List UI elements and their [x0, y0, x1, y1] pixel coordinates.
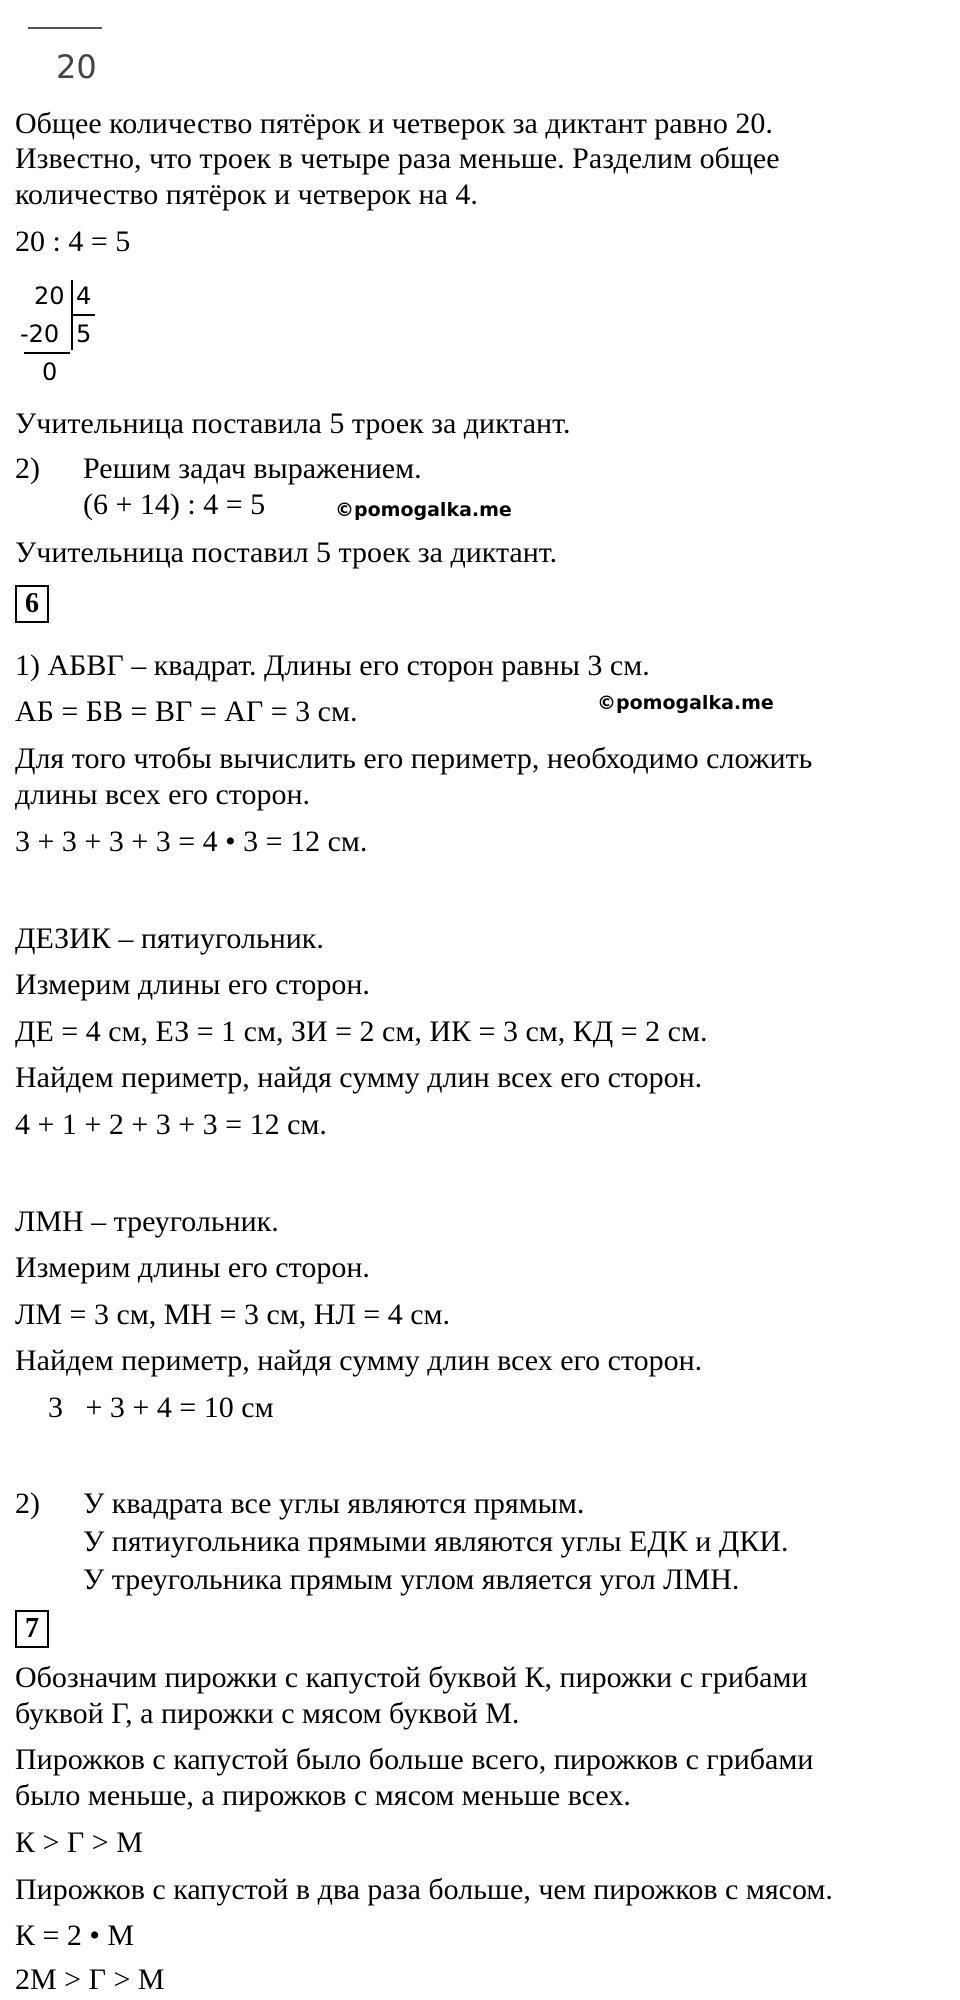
quotient: 5 — [76, 320, 92, 348]
divisor: 4 — [76, 282, 92, 310]
text-line: Учительница поставил 5 троек за диктант. — [15, 536, 558, 569]
subtrahend: -20 — [20, 320, 60, 348]
text-line: Пирожков с капустой было больше всего, пирожков с грибами — [15, 1743, 814, 1776]
watermark: ©pomogalka.me — [597, 692, 774, 714]
long-division — [20, 278, 110, 388]
text-line: количество пятёрок и четверок на 4. — [15, 178, 478, 211]
text-line: Решим задач выражением. — [83, 452, 422, 485]
inequality: 2М > Г > М — [15, 1963, 165, 1996]
remainder: 0 — [42, 358, 58, 386]
text-line: Для того чтобы вычислить его периметр, необходимо сложить — [15, 742, 813, 775]
list-number: 2) — [15, 1487, 40, 1520]
text-line: Пирожков с капустой в два раза больше, чем пирожков с мясом. — [15, 1873, 833, 1906]
text-line: Общее количество пятёрок и четверок за диктант равно 20. — [15, 107, 773, 140]
text-line: Измерим длины его сторон. — [15, 1251, 370, 1284]
expression: (6 + 14) : 4 = 5 — [83, 488, 266, 521]
equation: 4 + 1 + 2 + 3 + 3 = 12 см. — [15, 1108, 327, 1141]
equation: 3 + 3 + 3 + 3 = 4 • 3 = 12 см. — [15, 825, 368, 858]
dividend: 20 — [34, 282, 65, 310]
text-line: Найдем периметр, найдя сумму длин всех его сторон. — [15, 1061, 703, 1094]
text-line: Учительница поставила 5 троек за диктант. — [15, 407, 571, 440]
text-line: ЛМ = 3 см, МН = 3 см, НЛ = 4 см. — [15, 1298, 451, 1331]
text-line: Известно, что троек в четыре раза меньше. Разделим общее — [15, 142, 780, 175]
inequality: К > Г > М — [15, 1826, 143, 1859]
text-line: Обозначим пирожки с капустой буквой К, пирожки с грибами — [15, 1661, 808, 1694]
text-line: Найдем периметр, найдя сумму длин всех его сторон. — [15, 1344, 703, 1377]
equation: К = 2 • М — [15, 1919, 135, 1952]
text-line: буквой Г, а пирожки с мясом буквой М. — [15, 1697, 520, 1730]
text-line: У пятиугольника прямыми являются углы ЕДК и ДКИ. — [83, 1525, 789, 1558]
division-subtraction-line — [24, 352, 70, 354]
equation: 3 + 3 + 4 = 10 см — [48, 1391, 274, 1424]
division-divisor-underline — [71, 314, 95, 316]
text-line: Измерим длины его сторон. — [15, 968, 370, 1001]
text-line: было меньше, а пирожков с мясом меньше всех. — [15, 1779, 631, 1812]
task-number-box: 6 — [15, 585, 49, 623]
watermark: ©pomogalka.me — [335, 499, 512, 521]
task-number-box: 7 — [15, 1610, 49, 1648]
equation: 20 : 4 = 5 — [15, 225, 131, 258]
text-line: ДЕ = 4 см, ЕЗ = 1 см, ЗИ = 2 см, ИК = 3 см, КД = 2 см. — [15, 1015, 708, 1048]
list-number: 2) — [15, 452, 40, 485]
text-line: ДЕЗИК – пятиугольник. — [15, 922, 324, 955]
text-line: У квадрата все углы являются прямым. — [83, 1487, 585, 1520]
text-line: 1) АБВГ – квадрат. Длины его сторон равны 3 см. — [15, 649, 650, 682]
fraction-denominator: 20 — [56, 48, 97, 86]
text-line: АБ = БВ = ВГ = АГ = 3 см. — [15, 695, 358, 728]
text-line: ЛМН – треугольник. — [15, 1205, 279, 1238]
text-line: длины всех его сторон. — [15, 778, 311, 811]
text-line: У треугольника прямым углом является угол ЛМН. — [83, 1563, 740, 1596]
fraction-bar — [28, 27, 102, 29]
